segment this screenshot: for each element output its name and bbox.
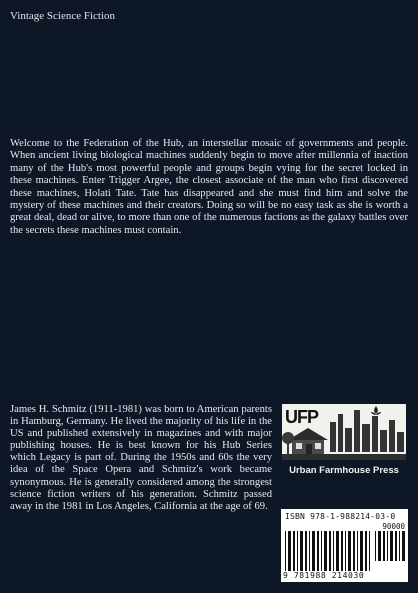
barcode-bar [353,531,355,571]
price-barcode-icon [375,531,405,561]
barcode-bar [395,531,397,561]
barcode-bar [333,531,334,571]
barcode-bar [345,531,346,571]
barcode-bar [293,531,295,571]
price-code: 90000 [382,522,405,531]
barcode-bar [383,531,385,561]
barcode-bar [360,531,363,571]
barcode-bar [288,531,291,571]
book-blurb: Welcome to the Federation of the Hub, an interstellar mosaic of governments and people. When ancient living biological machines suddenly begin to move after millennia of inaction many of the Hub's most powerful people and groups begin vying for the secret locked in these machines. Enter Trigger Argee, the closest associate of the man who first discovered these machines, Holati Tate. Tate has disappeared and she must find him and solve the mystery of these machines and their creators. Doing so will be no easy task as she is worth a great deal, dead or alive, to more than one of the numerous factions as the galaxy battles over the secrets these machines must contain. [10,138,408,236]
publisher-name: Urban Farmhouse Press [289,465,399,476]
barcode-bar [300,531,303,571]
author-bio: James H. Schmitz (1911-1981) was born to American parents in Hamburg, Germany. He lived the majority of his life in the US and published extensively in magazines and with major publishing houses. He is best known for his Hub Series which Legacy is part of. During the 1950s and 60s the very idea of the Space Opera and Schmitz's work became synonymous. He is generally considered among the strongest science fiction writers of his generation. Schmitz passed away in the 1981 in Los Angeles, California at the age of 69. [10,404,272,512]
ean-digits: 9 781988 214030 [283,571,365,580]
barcode-bar [309,531,310,571]
barcode-bar [369,531,370,571]
barcode-bar [321,531,322,571]
barcode-bar [297,531,298,571]
isbn-text: ISBN 978-1-988214-03-0 [285,512,396,521]
series-label: Vintage Science Fiction [10,10,116,22]
barcode-bar [285,531,286,571]
barcode-bar [336,531,339,571]
logo-letters: UFP [285,407,318,427]
barcode-bar [365,531,367,571]
barcode-bar [324,531,327,571]
barcode-bar [329,531,331,571]
barcode-bar [390,531,393,561]
barcode-bar [387,531,388,561]
barcode-bar [341,531,343,571]
barcode-bar [348,531,351,571]
barcode-bar [312,531,315,571]
barcode-bar [378,531,381,561]
publisher-logo [282,404,406,460]
barcode-bar [305,531,307,571]
ean-barcode-icon [285,531,373,571]
barcode-bar [375,531,376,561]
barcode-bar [357,531,358,571]
barcode-bar [317,531,319,571]
barcode-bar [402,531,405,561]
isbn-barcode [281,509,408,582]
barcode-bar [399,531,400,561]
